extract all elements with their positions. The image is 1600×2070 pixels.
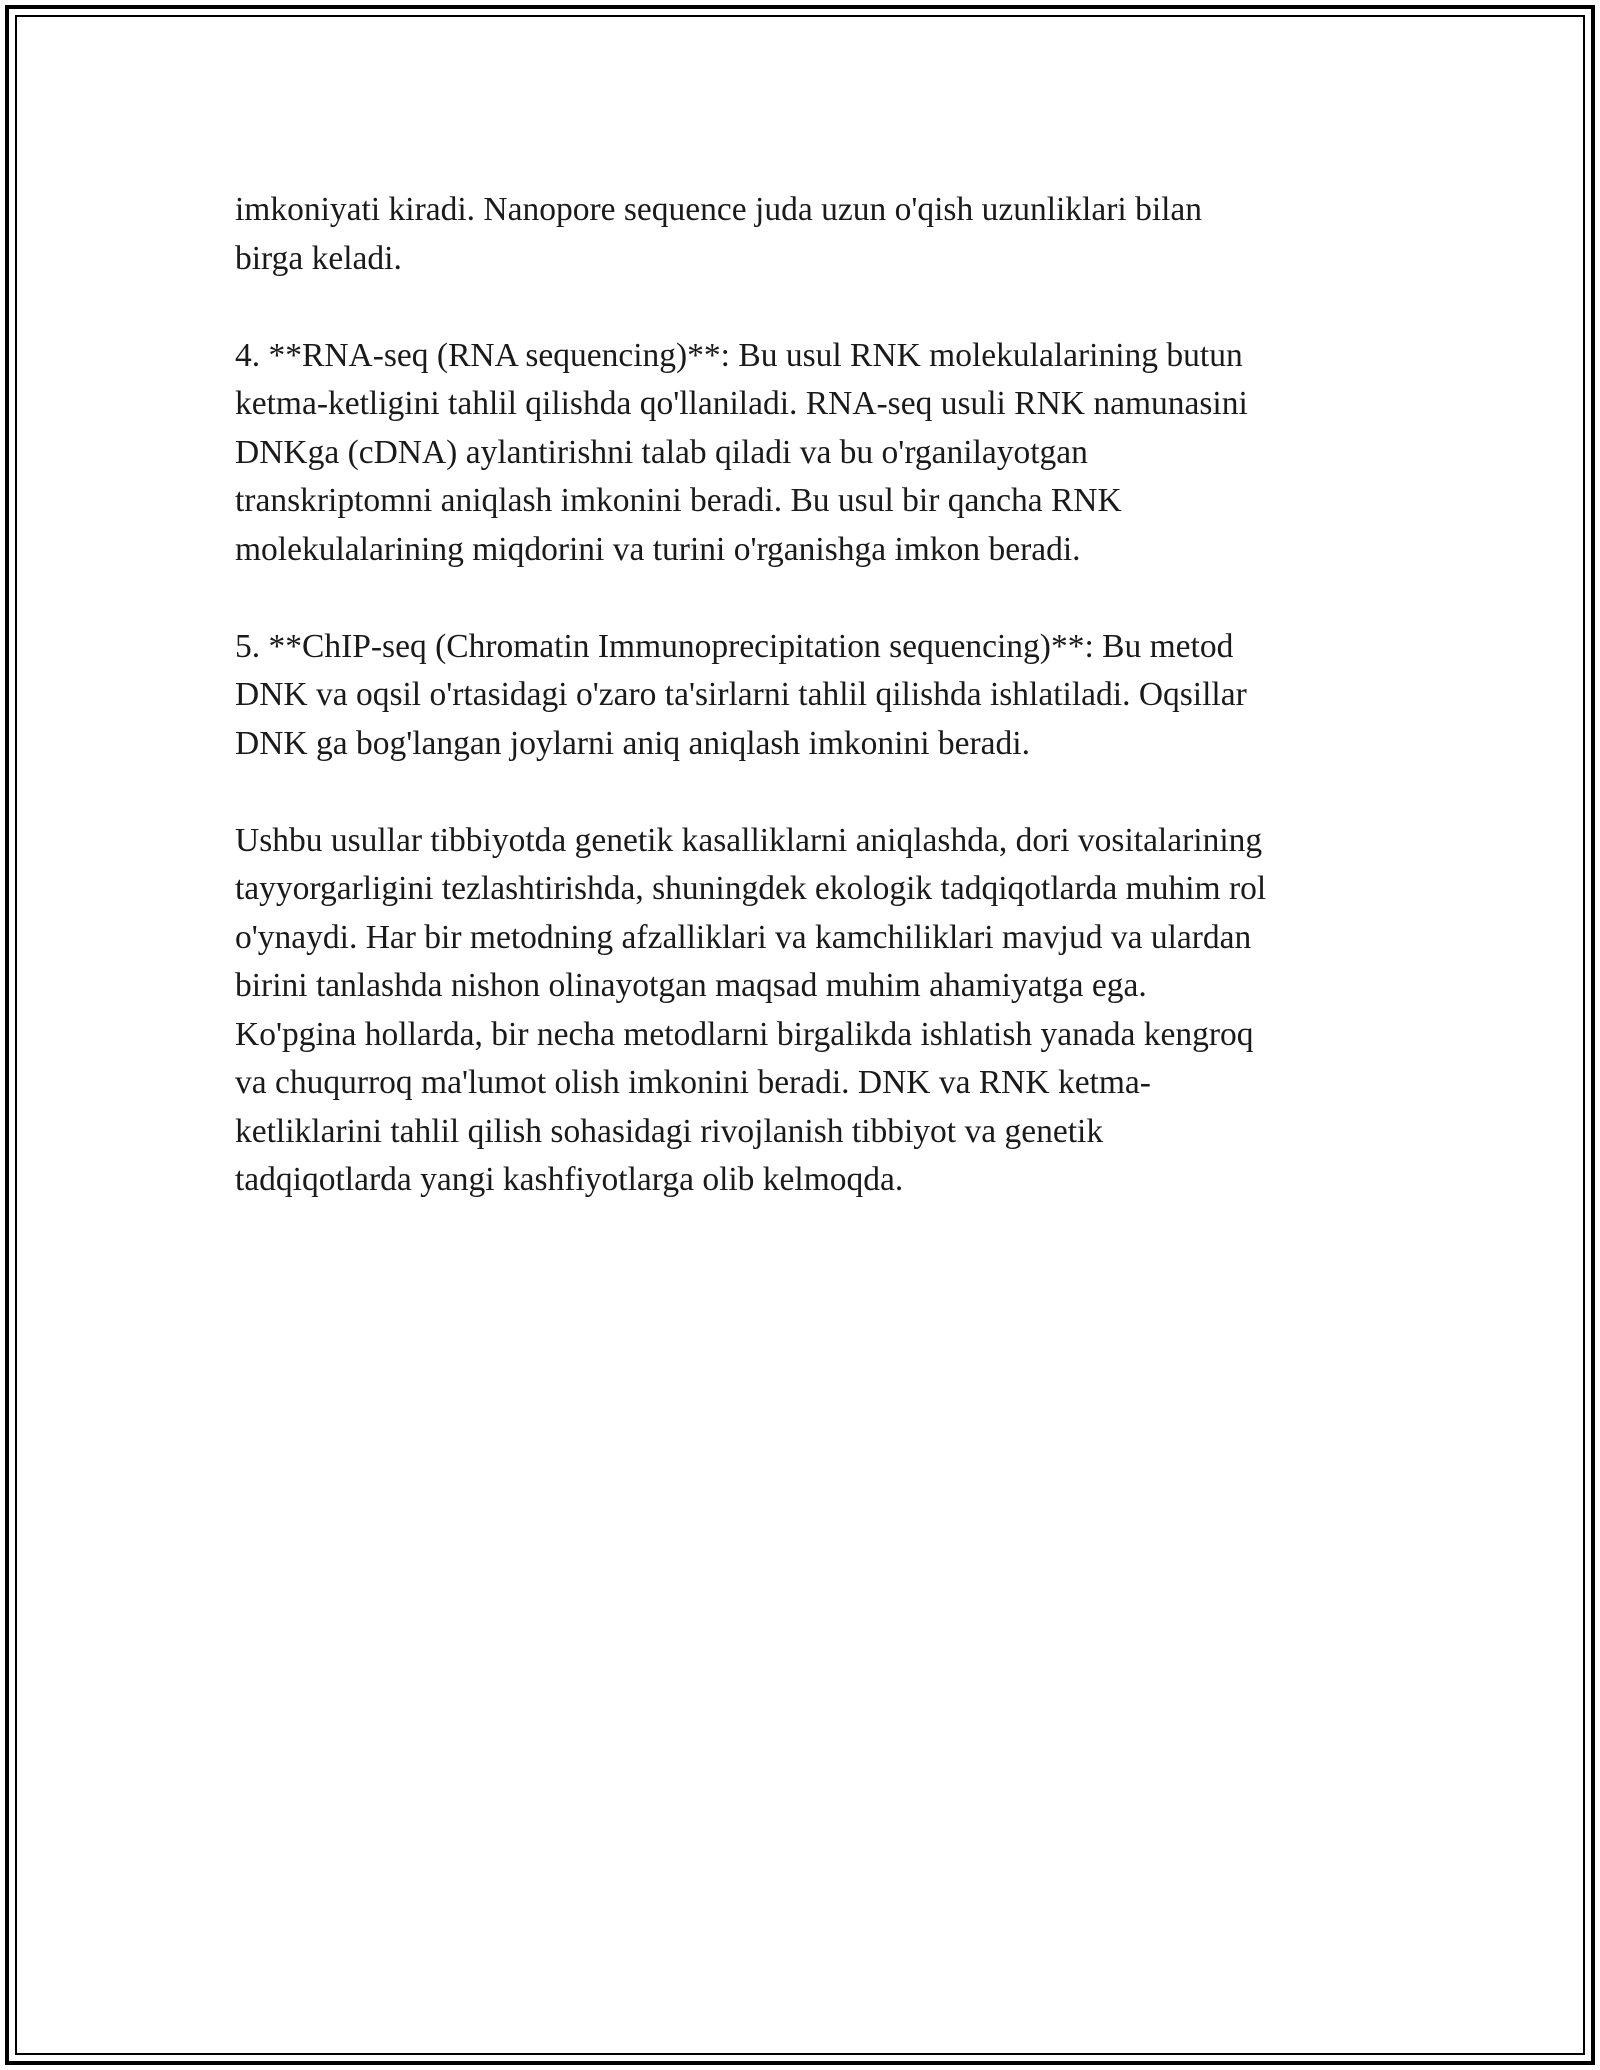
text-line: ketliklarini tahlil qilish sohasidagi rivojlanish tibbiyot va genetik: [235, 1112, 1104, 1150]
text-line: imkoniyati kiradi. Nanopore sequence juda uzun o'qish uzunliklari bilan: [235, 191, 1203, 228]
text-line: birga keladi.: [235, 239, 402, 277]
text-line: DNK va oqsil o'rtasidagi o'zaro ta'sirlarni tahlil qilishda ishlatiladi. Oqsillar: [235, 676, 1247, 713]
text-line: DNK ga bog'langan joylarni aniq aniqlash imkonini beradi.: [235, 724, 1030, 762]
text-line: tadqiqotlarda yangi kashfiyotlarga olib kelmoqda.: [235, 1161, 904, 1198]
text-line: tayyorgarligini tezlashtirishda, shuningdek ekologik tadqiqotlarda muhim rol: [235, 870, 1267, 907]
text-line: Ushbu usullar tibbiyotda genetik kasalliklarni aniqlashda, dori vositalarining: [235, 821, 1263, 859]
text-line: birini tanlashda nishon olinayotgan maqsad muhim ahamiyatga ega.: [235, 967, 1147, 1004]
paragraph-conclusion: [235, 817, 1395, 1205]
text-line: molekulalarining miqdorini va turini o'rganishga imkon beradi.: [235, 530, 1081, 568]
text-line: transkriptomni aniqlash imkonini beradi. Bu usul bir qancha RNK: [235, 482, 1122, 519]
text-line: Ko'pgina hollarda, bir necha metodlarni birgalikda ishlatish yanada kengroq: [235, 1015, 1254, 1053]
text-line: 4. **RNA-seq (RNA sequencing)**: Bu usul RNK molekulalarining butun: [235, 336, 1243, 374]
text-line: va chuqurroq ma'lumot olish imkonini beradi. DNK va RNK ketma-: [235, 1064, 1151, 1101]
paragraph-nanopore-continuation: [235, 186, 1395, 283]
paragraph-rna-seq: [235, 332, 1395, 575]
text-line: o'ynaydi. Har bir metodning afzalliklari va kamchiliklari mavjud va ulardan: [235, 918, 1252, 956]
paragraph-chip-seq: [235, 623, 1395, 769]
text-line: DNKga (cDNA) aylantirishni talab qiladi va bu o'rganilayotgan: [235, 433, 1088, 471]
document-body: [235, 186, 1395, 1205]
text-line: ketma-ketligini tahlil qilishda qo'llaniladi. RNA-seq usuli RNK namunasini: [235, 385, 1248, 422]
text-line: 5. **ChIP-seq (Chromatin Immunoprecipitation sequencing)**: Bu metod: [235, 627, 1234, 665]
